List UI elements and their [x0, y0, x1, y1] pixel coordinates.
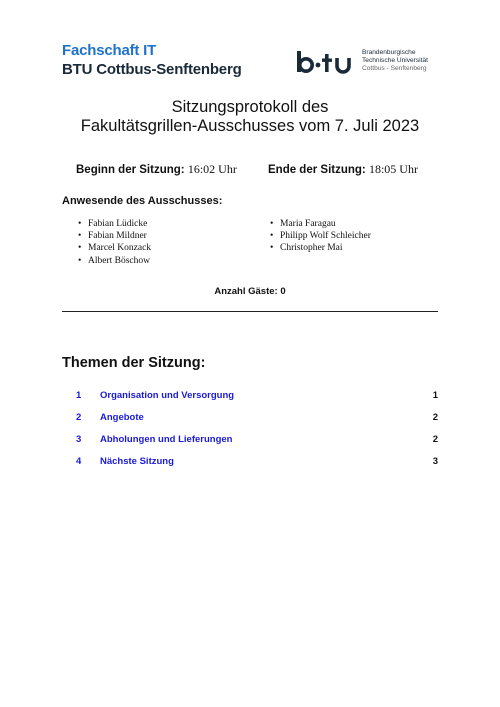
attendees-heading: Anwesende des Ausschusses:: [62, 195, 223, 207]
end-value: 18:05 Uhr: [368, 162, 418, 176]
list-item: • Albert Böschow: [76, 255, 151, 267]
toc-item-abholungen[interactable]: [76, 434, 438, 447]
toc-item-page: 3: [432, 456, 438, 467]
list-item: • Philipp Wolf Schleicher: [268, 230, 371, 242]
list-item: • Fabian Mildner: [76, 230, 151, 242]
horizontal-divider: [62, 311, 438, 312]
end-label: Ende der Sitzung:: [268, 164, 366, 176]
toc-item-number: 1: [76, 390, 82, 401]
toc-heading: Themen der Sitzung:: [62, 355, 206, 371]
logo-text-line-3: Cottbus - Senftenberg: [362, 65, 427, 72]
university-logo: [296, 48, 456, 78]
session-end: [268, 162, 418, 177]
org-name-line-1: Fachschaft IT: [62, 42, 157, 59]
begin-value: 16:02 Uhr: [187, 162, 237, 176]
toc-item-number: 3: [76, 434, 82, 445]
toc-item-page: 2: [432, 412, 438, 423]
list-item: • Maria Faragau: [268, 218, 371, 230]
toc-item-page: 2: [432, 434, 438, 445]
list-item: • Marcel Konzack: [76, 242, 151, 254]
toc-item-number: 2: [76, 412, 82, 423]
title-line-2: Fakultätsgrillen-Ausschusses vom 7. Juli 2023: [80, 117, 420, 135]
begin-label: Beginn der Sitzung:: [76, 164, 185, 176]
toc-item-link[interactable]: Organisation und Versorgung: [100, 390, 235, 401]
toc-item-organisation[interactable]: [76, 390, 438, 403]
attendees-list-right: [268, 218, 371, 255]
session-begin: [76, 162, 237, 177]
guest-count: Anzahl Gäste: 0: [214, 286, 286, 297]
toc-item-naechste-sitzung[interactable]: [76, 456, 438, 469]
list-item: • Christopher Mai: [268, 242, 371, 254]
attendees-list-left: [76, 218, 151, 267]
toc-item-page: 1: [432, 390, 438, 401]
title-line-1: Sitzungsprotokoll des: [171, 98, 329, 116]
btu-logo-icon: [296, 48, 358, 76]
organization-name: [62, 42, 242, 80]
list-item: • Fabian Lüdicke: [76, 218, 151, 230]
toc-item-link[interactable]: Nächste Sitzung: [100, 456, 174, 467]
toc-item-link[interactable]: Abholungen und Lieferungen: [100, 434, 233, 445]
logo-text-line-2: Technische Universität: [362, 57, 428, 64]
logo-wordmark: [362, 49, 428, 73]
logo-text-line-1: Brandenburgische: [362, 49, 416, 56]
org-name-line-2: BTU Cottbus-Senftenberg: [62, 61, 242, 78]
document-title: [0, 98, 500, 136]
toc-item-angebote[interactable]: [76, 412, 438, 425]
toc-item-link[interactable]: Angebote: [100, 412, 144, 423]
toc-item-number: 4: [76, 456, 82, 467]
